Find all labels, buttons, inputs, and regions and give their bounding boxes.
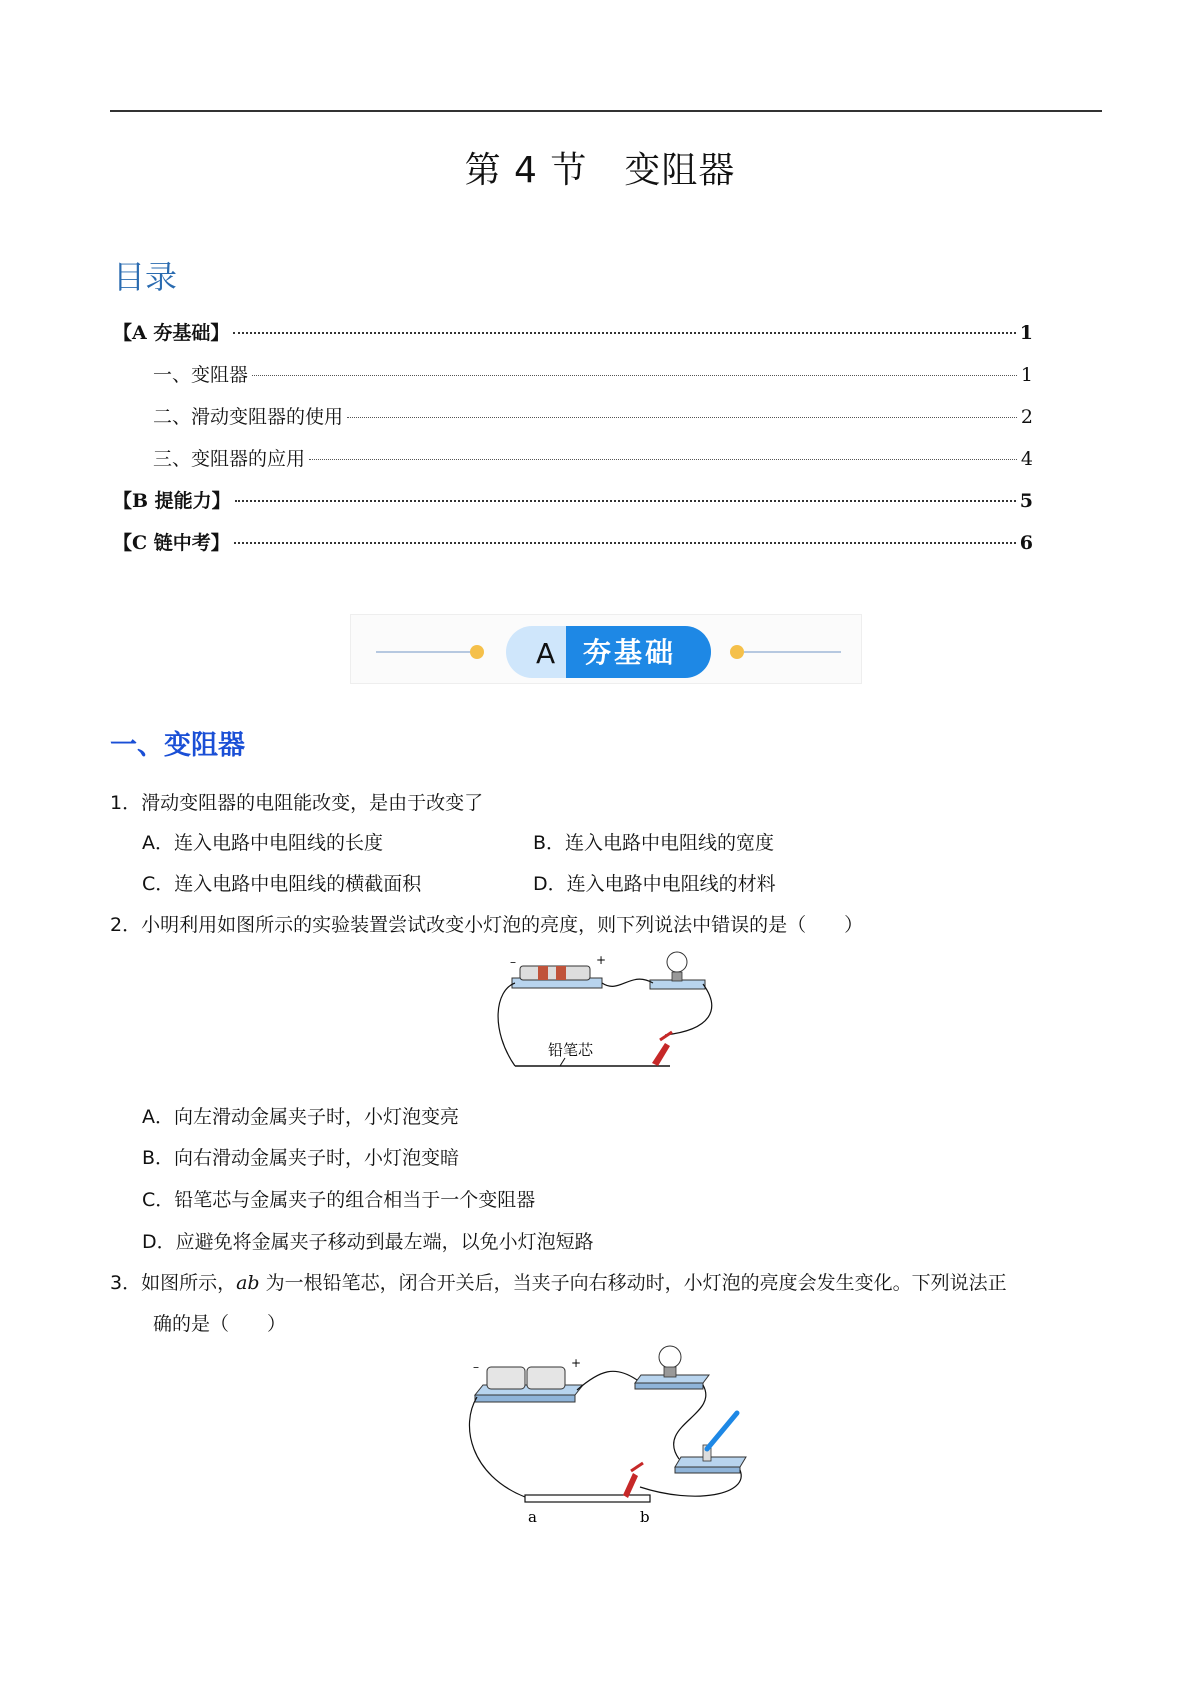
toc-page-number: 1 [1019, 322, 1033, 344]
endpoint-label-a: a [528, 1508, 537, 1525]
banner-left-dot [470, 645, 484, 659]
banner-letter: A [536, 637, 556, 670]
toc-item-a[interactable] [113, 318, 1033, 348]
toc-page-number: 4 [1020, 448, 1033, 470]
metal-clip [660, 1032, 672, 1040]
metal-clip [652, 1043, 670, 1066]
battery-plus: + [571, 1356, 582, 1370]
q2-option-a[interactable]: A．向左滑动金属夹子时，小灯泡变亮 [142, 1106, 460, 1128]
q1-option-d[interactable]: D．连入电路中电阻线的材料 [533, 873, 776, 895]
toc-item-c[interactable] [113, 528, 1033, 558]
toc-page-number: 1 [1020, 364, 1033, 386]
switch-base [675, 1467, 740, 1473]
toc-item-label: 一、变阻器 [153, 364, 249, 386]
q3-circuit-figure [465, 1345, 755, 1525]
q1-option-c[interactable]: C．连入电路中电阻线的横截面积 [142, 873, 422, 895]
battery-minus: – [473, 1360, 479, 1374]
switch-lever [707, 1413, 737, 1449]
question-number: 2． [110, 914, 142, 936]
battery-band [538, 966, 548, 980]
bulb-socket [664, 1367, 676, 1377]
section-banner [350, 614, 862, 684]
banner-right-dot [730, 645, 744, 659]
question-3: 3．如图所示，ab 为一根铅笔芯，闭合开关后，当夹子向右移动时，小灯泡的亮度会发生变化。下列说法正 [110, 1272, 1007, 1294]
endpoint-label-b: b [640, 1508, 650, 1525]
wire [577, 1371, 637, 1390]
toc-page-number: 6 [1019, 532, 1033, 554]
question-stem: 滑动变阻器的电阻能改变，是由于改变了 [141, 792, 484, 814]
toc-item-label: 【C 链中考】 [113, 532, 230, 554]
wire [469, 1397, 525, 1497]
toc-page-number: 2 [1020, 406, 1033, 428]
q2-option-c[interactable]: C．铅笔芯与金属夹子的组合相当于一个变阻器 [142, 1189, 536, 1211]
bulb-glass [659, 1346, 681, 1368]
wire [640, 1470, 741, 1496]
question-number: 3． [110, 1272, 142, 1294]
question-number: 1． [110, 792, 142, 814]
section-heading: 一、变阻器 [110, 730, 245, 761]
toc-item-3[interactable] [153, 444, 1033, 474]
battery-base [475, 1395, 575, 1402]
wire [602, 979, 653, 986]
question-stem: 小明利用如图所示的实验装置尝试改变小灯泡的亮度，则下列说法中错误的是（ ） [141, 914, 864, 936]
toc-page-number: 5 [1019, 490, 1033, 512]
bulb-glass [667, 952, 687, 972]
pencil-lead [525, 1495, 650, 1502]
toc-item-2[interactable] [153, 402, 1033, 432]
toc-item-label: 二、滑动变阻器的使用 [153, 406, 344, 428]
wire [498, 983, 515, 1066]
battery-cell [527, 1367, 565, 1389]
toc-item-b[interactable] [113, 486, 1033, 516]
q1-option-b[interactable]: B．连入电路中电阻线的宽度 [533, 832, 775, 854]
metal-clip [623, 1473, 638, 1498]
wire [674, 1385, 706, 1459]
toc-item-1[interactable] [153, 360, 1033, 390]
battery-plus: + [596, 953, 607, 967]
q2-circuit-figure [490, 950, 720, 1080]
pencil-lead-symbol: ab [236, 1272, 260, 1294]
q2-option-b[interactable]: B．向右滑动金属夹子时，小灯泡变暗 [142, 1147, 460, 1169]
toc-leader [252, 375, 1017, 376]
bulb-base [635, 1383, 703, 1389]
question-1 [110, 788, 483, 815]
battery-cells [520, 966, 590, 980]
header-rule [110, 110, 1102, 112]
question-3-continued: 确的是（ ） [153, 1313, 287, 1335]
battery-minus: – [510, 955, 516, 969]
question-2 [110, 910, 863, 937]
q1-option-a[interactable]: A．连入电路中电阻线的长度 [142, 832, 384, 854]
wire [665, 984, 712, 1035]
toc-item-label: 三、变阻器的应用 [153, 448, 306, 470]
toc-leader [233, 332, 1015, 334]
bulb-socket [672, 972, 682, 981]
toc-item-label: 【B 提能力】 [113, 490, 231, 512]
toc-item-label: 【A 夯基础】 [113, 322, 230, 344]
toc-heading: 目录 [113, 258, 178, 296]
toc-leader [235, 500, 1016, 502]
toc-leader [234, 542, 1016, 544]
figure-label: 铅笔芯 [548, 1041, 594, 1059]
battery-cell [487, 1367, 525, 1389]
battery-band [556, 966, 566, 980]
toc-leader [309, 459, 1017, 460]
label-leader [560, 1058, 565, 1066]
q2-option-d[interactable]: D．应避免将金属夹子移动到最左端，以免小灯泡短路 [142, 1231, 594, 1253]
page-title: 第 4 节 变阻器 [464, 150, 736, 191]
banner-text: 夯基础 [583, 636, 677, 669]
metal-clip [631, 1463, 643, 1471]
banner-graphic [351, 615, 861, 683]
toc-leader [347, 417, 1017, 418]
